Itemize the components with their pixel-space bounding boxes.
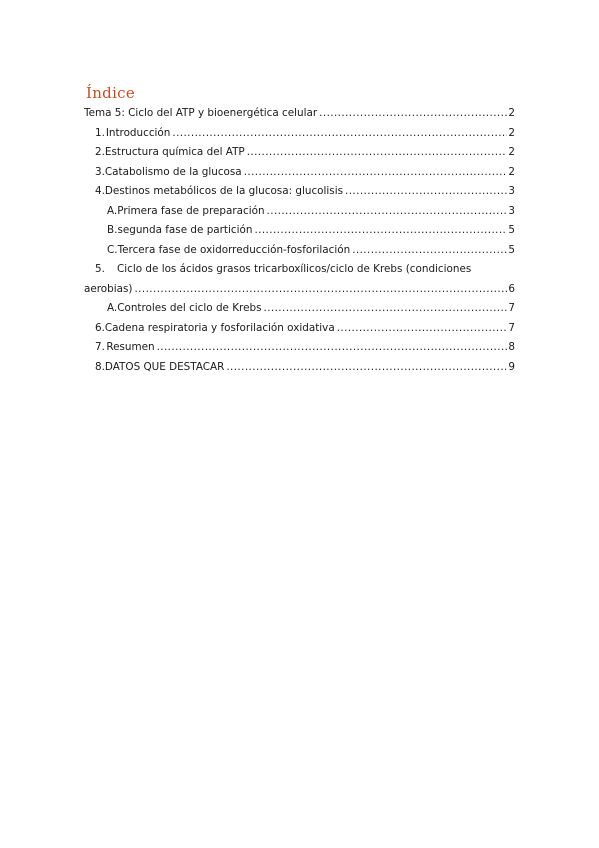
toc-entry-4c[interactable] <box>84 241 515 261</box>
toc-leader-dots <box>267 202 508 222</box>
toc-entry-text: segunda fase de partición <box>117 224 253 236</box>
toc-entry-page: 5 <box>508 224 515 236</box>
toc-entry-text: Catabolismo de la glucosa <box>104 165 242 178</box>
toc-entry-number: B. <box>107 224 118 236</box>
toc-entry-number: A. <box>107 302 118 314</box>
toc-entry-page: 2 <box>508 126 515 139</box>
toc-entry-number: 6. <box>95 321 105 334</box>
toc-entry-number: C. <box>107 243 118 256</box>
toc-entry-text: Primera fase de preparación <box>117 204 265 217</box>
toc-entry-number: 4. <box>95 185 105 197</box>
toc-entry-1[interactable] <box>84 124 515 144</box>
toc-leader-dots <box>352 241 507 261</box>
toc-entry-number: A. <box>107 204 118 217</box>
toc-entry-text: Destinos metabólicos de la glucosa: glucolisis <box>104 185 344 197</box>
toc-entry-text: Tercera fase de oxidorreducción-fosforilación <box>117 243 351 256</box>
toc-entry-text: Tema 5: Ciclo del ATP y bioenergética celular <box>84 107 318 119</box>
toc-title: Índice <box>86 84 136 102</box>
toc-entry-3[interactable] <box>84 163 515 183</box>
toc-entry-text: Ciclo de los ácidos grasos tricarboxílicos/ciclo de Krebs (condiciones <box>117 263 472 275</box>
toc-leader-dots <box>264 299 508 319</box>
toc-entry-page: 2 <box>508 165 515 178</box>
toc-entry-page: 6 <box>508 282 515 295</box>
toc-entry-continuation <box>84 280 515 300</box>
toc-entry-page: 5 <box>508 243 515 256</box>
toc-leader-dots <box>319 104 507 124</box>
toc-entry-4b[interactable] <box>84 221 515 241</box>
toc-entry-text: Cadena respiratoria y fosforilación oxidativa <box>104 321 335 334</box>
toc-entry-7[interactable] <box>84 338 515 358</box>
toc-entry-number: 3. <box>95 165 105 178</box>
toc-leader-dots <box>337 319 508 339</box>
toc-leader-dots <box>345 182 507 202</box>
toc-entry-page: 3 <box>508 204 515 217</box>
toc-leader-dots <box>157 338 508 358</box>
toc-entry-page: 7 <box>508 321 515 334</box>
toc-leader-dots <box>172 124 507 144</box>
toc-entry-number: 7. <box>95 341 105 353</box>
toc-entry-text: Estructura química del ATP <box>104 146 245 158</box>
toc-leader-dots <box>247 143 508 163</box>
table-of-contents <box>84 104 515 377</box>
toc-entry-page: 3 <box>508 185 515 197</box>
toc-entry-6[interactable] <box>84 319 515 339</box>
toc-entry-number: 5. <box>95 263 105 275</box>
toc-entry-tema5[interactable] <box>84 104 515 124</box>
toc-entry-text: Introducción <box>105 126 171 139</box>
toc-entry-4[interactable] <box>84 182 515 202</box>
toc-entry-page: 8 <box>508 341 515 353</box>
toc-entry-text-cont: aerobias) <box>84 282 133 295</box>
toc-entry-5[interactable] <box>84 260 515 299</box>
toc-leader-dots <box>134 280 507 300</box>
toc-entry-page: 7 <box>508 302 515 314</box>
toc-leader-dots <box>254 221 507 241</box>
toc-entry-number: 2. <box>95 146 105 158</box>
toc-entry-number: 1. <box>95 126 105 139</box>
toc-entry-text: Resumen <box>106 341 155 353</box>
toc-entry-8[interactable] <box>84 358 515 378</box>
toc-entry-page: 9 <box>508 360 515 373</box>
toc-entry-page: 2 <box>508 146 515 158</box>
toc-entry-first-line <box>84 260 515 280</box>
toc-entry-text: DATOS QUE DESTACAR <box>104 360 225 373</box>
toc-leader-dots <box>226 358 507 378</box>
toc-entry-4a[interactable] <box>84 202 515 222</box>
toc-entry-5a[interactable] <box>84 299 515 319</box>
toc-entry-2[interactable] <box>84 143 515 163</box>
toc-entry-page: 2 <box>508 107 515 119</box>
toc-entry-text: Controles del ciclo de Krebs <box>117 302 262 314</box>
toc-leader-dots <box>244 163 508 183</box>
toc-entry-number: 8. <box>95 360 105 373</box>
